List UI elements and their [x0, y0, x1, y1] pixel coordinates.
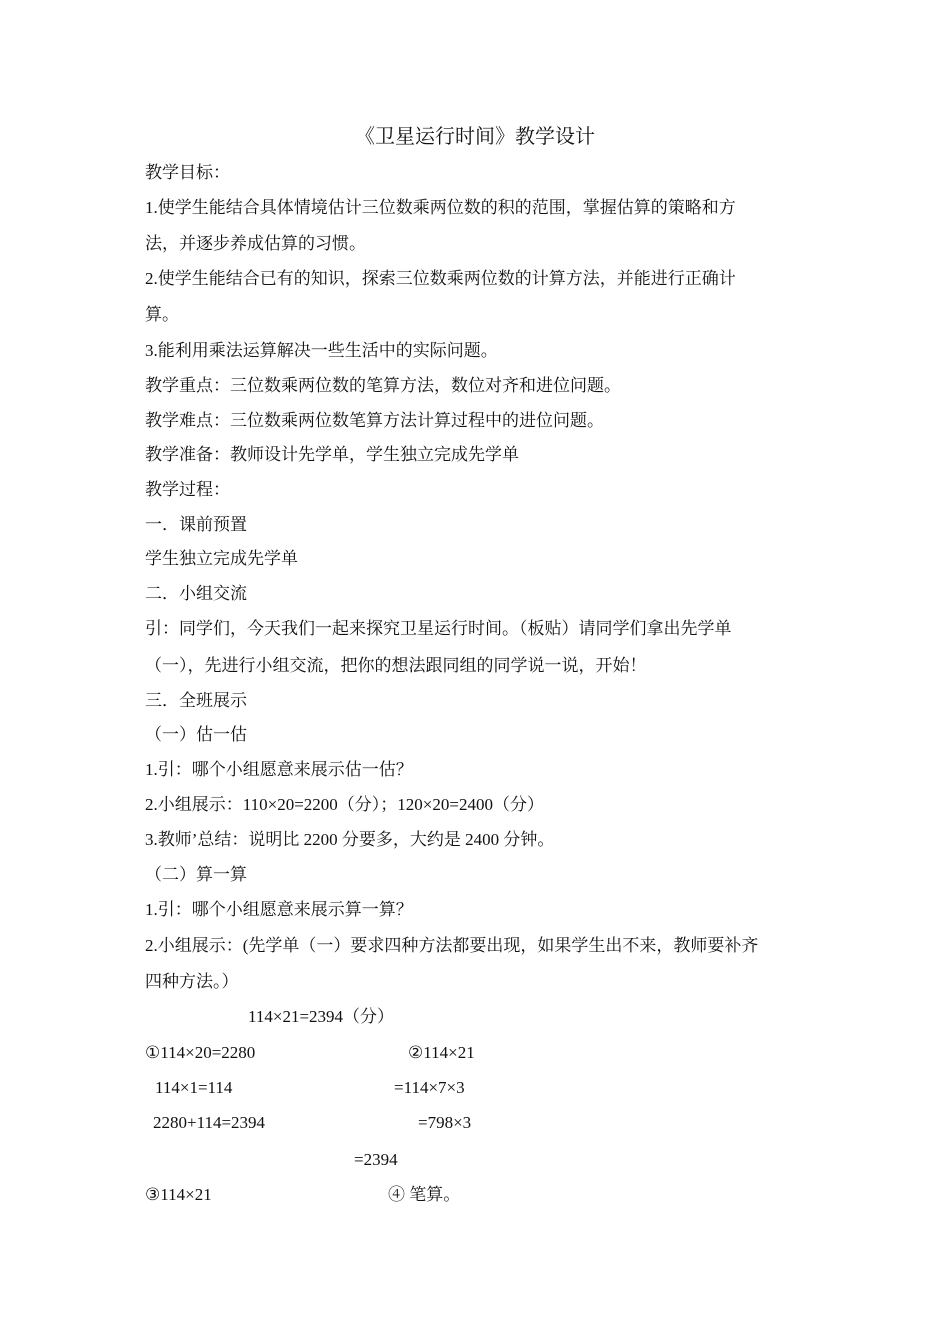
objectives-heading: 教学目标：	[145, 163, 230, 182]
calc-main: 114×21=2394（分）	[248, 1007, 395, 1026]
difficulty: 教学难点：三位数乘两位数笔算方法计算过程中的进位问题。	[145, 411, 604, 430]
method-2-line-4: =2394	[354, 1150, 398, 1169]
part-2-item-2-line-2: 四种方法。）	[145, 972, 239, 991]
section-1-text: 学生独立完成先学单	[145, 549, 298, 568]
method-2-line-3: =798×3	[418, 1113, 472, 1132]
objective-2-line-2: 算。	[145, 305, 179, 324]
objective-1-line-2: 法，并逐步养成估算的习惯。	[145, 234, 366, 253]
part-2-item-2-line-1: 2.小组展示：(先学单（一）要求四种方法都要出现，如果学生出不来，教师要补齐	[145, 936, 759, 955]
method-2-line-2: =114×7×3	[394, 1078, 465, 1097]
part-1-item-2: 2.小组展示：110×20=2200（分）；120×20=2400（分）	[145, 795, 544, 814]
preparation: 教学准备：教师设计先学单，学生独立完成先学单	[145, 445, 519, 464]
part-1-item-3: 3.教师’总结：说明比 2200 分要多，大约是 2400 分钟。	[145, 830, 555, 849]
method-2-line-1: ②114×21	[408, 1043, 475, 1062]
method-4: ④ 笔算。	[388, 1185, 461, 1204]
objective-1-line-1: 1.使学生能结合具体情境估计三位数乘两位数的积的范围，掌握估算的策略和方	[145, 198, 736, 217]
process-heading: 教学过程：	[145, 480, 230, 499]
section-1-heading: 一．课前预置	[145, 515, 247, 534]
section-2-heading: 二．小组交流	[145, 584, 247, 603]
part-1-heading: （一）估一估	[145, 725, 247, 744]
section-2-text-line-2: （一），先进行小组交流，把你的想法跟同组的同学说一说，开始！	[145, 656, 647, 675]
key-point: 教学重点：三位数乘两位数的笔算方法，数位对齐和进位问题。	[145, 376, 621, 395]
objective-3: 3.能利用乘法运算解决一些生活中的实际问题。	[145, 341, 498, 360]
part-2-item-1: 1.引：哪个小组愿意来展示算一算？	[145, 900, 413, 919]
part-1-item-1: 1.引：哪个小组愿意来展示估一估？	[145, 760, 413, 779]
part-2-heading: （二）算一算	[145, 865, 247, 884]
objective-2-line-1: 2.使学生能结合已有的知识，探索三位数乘两位数的计算方法，并能进行正确计	[145, 269, 736, 288]
method-1-line-2: 114×1=114	[155, 1078, 233, 1097]
method-3: ③114×21	[145, 1185, 212, 1204]
method-1-line-1: ①114×20=2280	[145, 1043, 256, 1062]
method-1-line-3: 2280+114=2394	[153, 1113, 266, 1132]
section-2-text-line-1: 引：同学们，今天我们一起来探究卫星运行时间。（板贴）请同学们拿出先学单	[145, 619, 732, 638]
section-3-heading: 三．全班展示	[145, 691, 247, 710]
page-title: 《卫星运行时间》教学设计	[355, 126, 595, 148]
